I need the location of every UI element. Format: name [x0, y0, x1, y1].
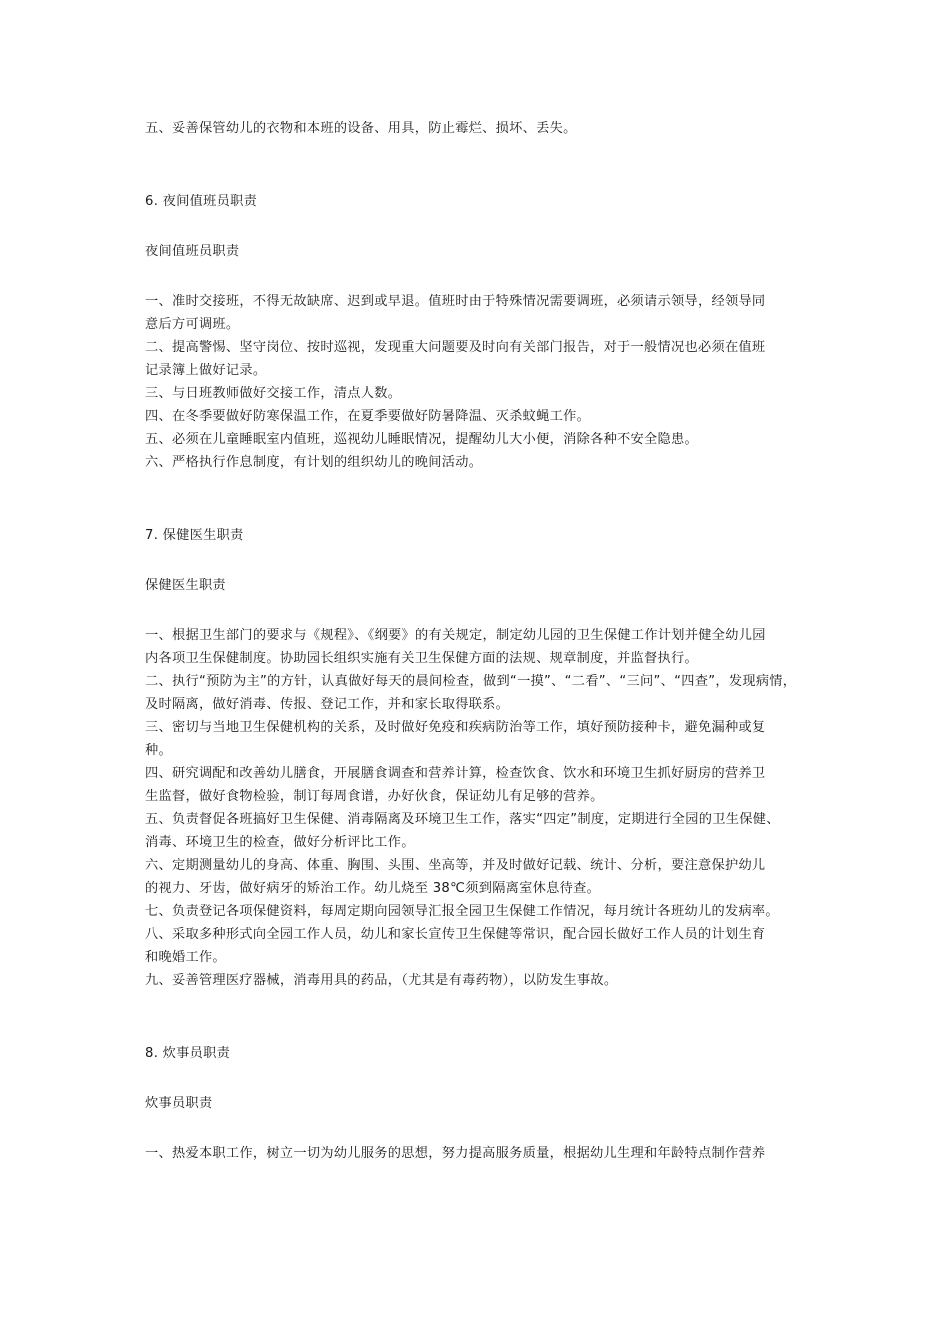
paragraph-line: 及时隔离，做好消毒、传报、登记工作，并和家长取得联系。 [145, 697, 510, 712]
section-subtitle: 夜间值班员职责 [145, 244, 240, 259]
paragraph-line: 五、妥善保管幼儿的衣物和本班的设备、用具，防止霉烂、损坏、丢失。 [145, 121, 577, 136]
paragraph-line: 七、负责登记各项保健资料，每周定期向园领导汇报全园卫生保健工作情况，每月统计各班幼儿的发病率。 [145, 904, 779, 919]
section-subtitle: 保健医生职责 [145, 578, 226, 593]
paragraph-line: 一、根据卫生部门的要求与《规程》、《纲要》的有关规定，制定幼儿园的卫生保健工作计划并健全幼儿园 [145, 628, 766, 643]
paragraph-line: 四、在冬季要做好防寒保温工作，在夏季要做好防暑降温、灭杀蚊蝇工作。 [145, 409, 591, 424]
paragraph-line: 内各项卫生保健制度。协助园长组织实施有关卫生保健方面的法规、规章制度，并监督执行。 [145, 651, 698, 666]
paragraph-line: 四、研究调配和改善幼儿膳食，开展膳食调查和营养计算，检查饮食、饮水和环境卫生抓好厨房的营养卫 [145, 766, 766, 781]
paragraph-line: 八、采取多种形式向全园工作人员，幼儿和家长宣传卫生保健等常识，配合园长做好工作人员的计划生育 [145, 927, 766, 942]
paragraph-line: 六、定期测量幼儿的身高、体重、胸围、头围、坐高等，并及时做好记载、统计、分析，要注意保护幼儿 [145, 858, 766, 873]
section-heading: 8. 炊事员职责 [145, 1046, 231, 1061]
paragraph-line: 消毒、环境卫生的检查，做好分析评比工作。 [145, 835, 415, 850]
paragraph-line: 一、热爱本职工作，树立一切为幼儿服务的思想，努力提高服务质量，根据幼儿生理和年龄特点制作营养 [145, 1146, 766, 1161]
paragraph-line: 种。 [145, 743, 172, 758]
section-subtitle: 炊事员职责 [145, 1096, 213, 1111]
paragraph-line: 二、执行“预防为主”的方针，认真做好每天的晨间检查，做到“一摸”、“二看”、“三问”、“四查”，发现病情， [145, 674, 797, 689]
section-heading: 6. 夜间值班员职责 [145, 194, 258, 209]
section-body [145, 1142, 813, 1165]
section-body [145, 624, 813, 992]
paragraph-line: 六、严格执行作息制度，有计划的组织幼儿的晚间活动。 [145, 455, 483, 470]
section-heading: 7. 保健医生职责 [145, 528, 244, 543]
section-body [145, 290, 813, 474]
paragraph-line: 五、负责督促各班搞好卫生保健、消毒隔离及环境卫生工作，落实“四定”制度，定期进行全园的卫生保健、 [145, 812, 780, 827]
document-page [145, 0, 813, 1165]
paragraph-line: 记录簿上做好记录。 [145, 363, 267, 378]
paragraph-line: 意后方可调班。 [145, 317, 240, 332]
paragraph-line: 二、提高警惕、坚守岗位、按时巡视，发现重大问题要及时向有关部门报告，对于一般情况也必须在值班 [145, 340, 766, 355]
paragraph-line: 生监督，做好食物检验，制订每周食谱，办好伙食，保证幼儿有足够的营养。 [145, 789, 604, 804]
paragraph-line: 三、密切与当地卫生保健机构的关系，及时做好免疫和疾病防治等工作，填好预防接种卡，避免漏种或复 [145, 720, 766, 735]
paragraph-line: 五、必须在儿童睡眠室内值班，巡视幼儿睡眠情况，提醒幼儿大小便，消除各种不安全隐患。 [145, 432, 698, 447]
paragraph-line: 一、准时交接班，不得无故缺席、迟到或早退。值班时由于特殊情况需要调班，必须请示领导，经领导同 [145, 294, 766, 309]
paragraph-line: 九、妥善管理医疗器械，消毒用具的药品，（尤其是有毒药物），以防发生事故。 [145, 973, 618, 988]
paragraph-line: 三、与日班教师做好交接工作，清点人数。 [145, 386, 402, 401]
paragraph-line: 的视力、牙齿，做好病牙的矫治工作。幼儿烧至 38℃须到隔离室休息待查。 [145, 881, 601, 896]
paragraph-line: 和晚婚工作。 [145, 950, 226, 965]
